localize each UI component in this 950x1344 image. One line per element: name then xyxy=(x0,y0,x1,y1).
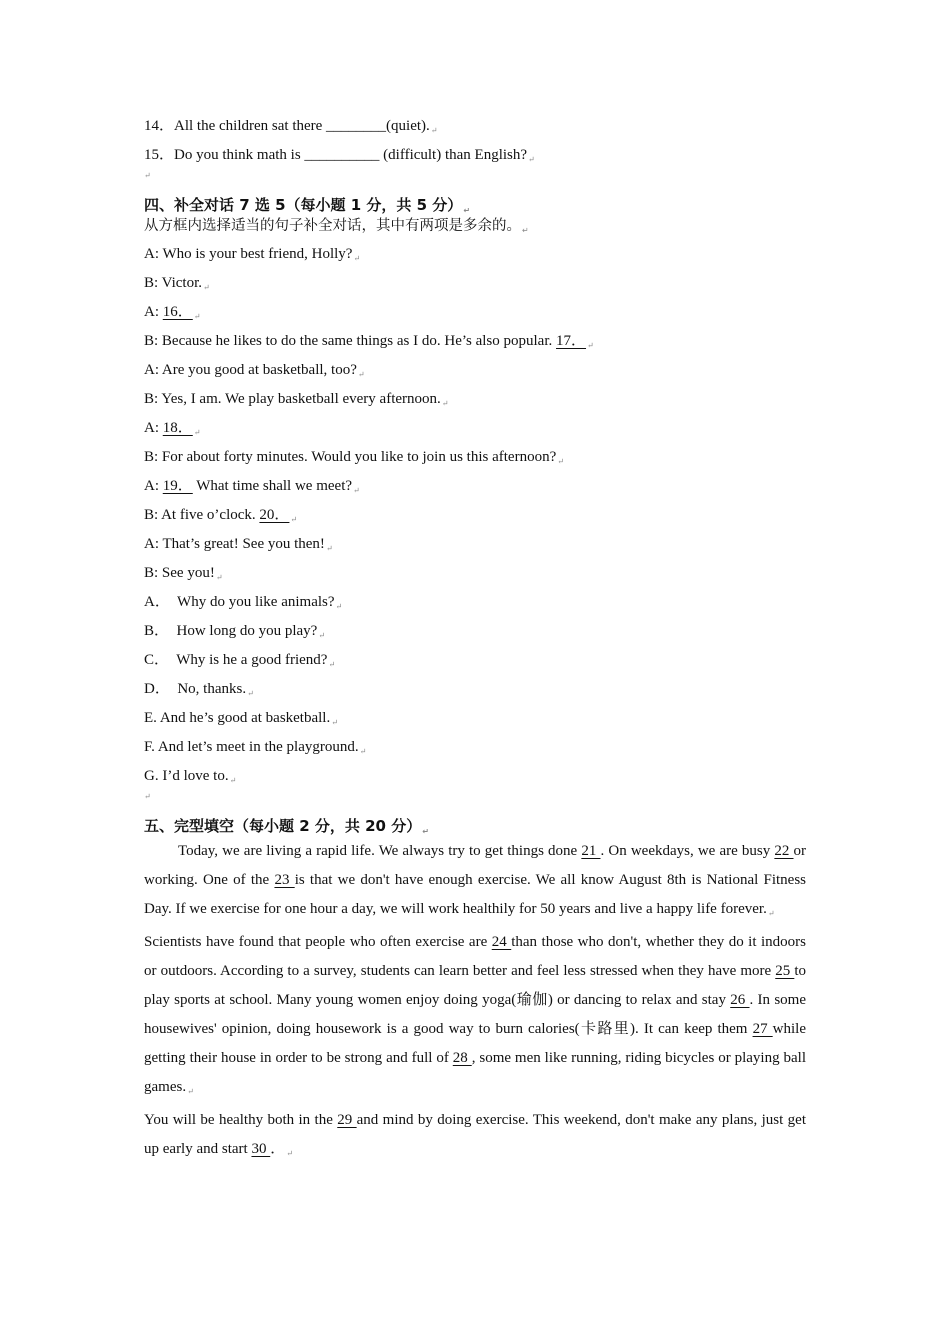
paragraph-mark-icon: ↵ xyxy=(229,776,237,785)
paragraph-mark-icon: ↵ xyxy=(522,226,529,235)
paragraph-mark-icon: ↵ xyxy=(286,1149,293,1158)
question-text: Do you think math is __________ (difficult) than English? xyxy=(174,147,528,163)
paragraph-mark-icon: ↵ xyxy=(587,341,594,350)
cloze-blank-26: 26 xyxy=(730,992,750,1008)
option-d: D． No, $thanks._↵$ xyxy=(144,681,254,698)
cloze-blank-24: 24 xyxy=(491,934,512,950)
cloze-blank-22: 22 xyxy=(774,843,794,859)
paragraph-mark-icon: ↵ xyxy=(557,457,564,466)
option-a: A． Why do you like $animals?_↵$ xyxy=(144,594,343,611)
paragraph-mark-icon: ↵ xyxy=(325,544,333,553)
paragraph-mark-icon: ↵ xyxy=(193,428,201,437)
paragraph-mark-icon: ↵ xyxy=(335,602,343,611)
dialogue-line: A: 16．$_↵$ xyxy=(144,304,201,321)
question-number: 14． xyxy=(144,118,175,134)
answer-blank-19: 19． xyxy=(162,478,193,494)
cloze-blank-30: 30 xyxy=(251,1141,271,1157)
dialogue-line: B: $Victor._↵$ xyxy=(144,275,210,292)
paragraph-mark-icon: ↵ xyxy=(290,515,298,524)
paragraph-mark-icon: ↵ xyxy=(422,827,429,836)
paragraph-mark-icon: ↵ xyxy=(357,370,365,379)
option-b: B． How long do you $play?_↵$ xyxy=(144,623,326,640)
paragraph-mark-icon: ↵ xyxy=(144,792,151,801)
paragraph-mark-icon: ↵ xyxy=(353,486,360,495)
question-15 xyxy=(144,141,806,170)
dialogue-line: A: 19． What time shall we $meet?_↵$ xyxy=(144,478,360,495)
paragraph-mark-icon: ↵ xyxy=(528,155,535,164)
cloze-blank-27: 27 xyxy=(752,1021,773,1037)
question-14 xyxy=(144,112,806,141)
paragraph-mark-icon: ↵ xyxy=(203,283,210,292)
cloze-blank-29: 29 xyxy=(337,1112,357,1128)
cloze-blank-28: 28 xyxy=(452,1050,472,1066)
option-c: C． Why is he a good $friend?_↵$ xyxy=(144,652,336,669)
paragraph-mark-icon: ↵ xyxy=(144,171,151,180)
paragraph-mark-icon: ↵ xyxy=(193,312,201,321)
answer-blank-20: 20． xyxy=(259,507,290,523)
dialogue-line: B: See $you!_↵$ xyxy=(144,565,223,582)
dialogue-line: A: Are you good at basketball, $too?_↵$ xyxy=(144,362,365,379)
dialogue-line: B: Because he likes to do the same things as I do. He’s also popular. 17．$_↵$ xyxy=(144,333,594,350)
cloze-blank-23: 23 xyxy=(274,872,295,888)
cloze-blank-21: 21 xyxy=(581,843,601,859)
paragraph-mark-icon: ↵ xyxy=(767,909,775,918)
paragraph-mark-icon: ↵ xyxy=(430,126,438,135)
paragraph-mark-icon: ↵ xyxy=(353,254,361,263)
answer-blank-18: 18． xyxy=(162,420,193,436)
paragraph-mark-icon: ↵ xyxy=(247,689,254,698)
paragraph-mark-icon: ↵ xyxy=(187,1087,194,1096)
paragraph-mark-icon: ↵ xyxy=(331,718,338,727)
section-4-heading: 四、补全对话 7 选 5（每小题 1 分，共 5 分）$_↵$ xyxy=(144,196,471,215)
document-page xyxy=(144,112,806,1168)
section-4-instruction: 从方框内选择适当的句子补全对话，其中有两项是多余的。$_↵$ xyxy=(144,218,529,235)
dialogue-line: A: That’s great! See you $then!_↵$ xyxy=(144,536,333,553)
paragraph-mark-icon: ↵ xyxy=(359,747,367,756)
section-5-heading: 五、完型填空（每小题 2 分，共 20 分）$_↵$ xyxy=(144,817,429,836)
answer-blank-17: 17． xyxy=(556,333,587,349)
dialogue-line: B: At five o’clock. 20．$_↵$ xyxy=(144,507,298,524)
paragraph-mark-icon: ↵ xyxy=(328,660,336,669)
dialogue-line: A: 18．$_↵$ xyxy=(144,420,201,437)
cloze-paragraph-2: Scientists have found that people who often exercise are 24 than those who don't, whether they do it indoors or outdoors. According to a survey, students can learn better and feel less stressed when they have more 25 to play sports at school. Many young women enjoy doing yoga(瑜伽) or dancing to relax and stay 26 . In some housewives' opinion, doing housework is a good way to burn calories(卡路里). It can keep them 27 while getting their house in order to be strong and full of 28 , some men like running, riding bicycles or playing ball $games._↵$ xyxy=(144,934,806,1096)
dialogue-line: A: Who is your best friend, $Holly?_↵$ xyxy=(144,246,361,263)
option-g: G. I’d love $to._↵$ xyxy=(144,768,237,785)
paragraph-mark-icon: ↵ xyxy=(441,399,449,408)
question-number: 15． xyxy=(144,147,175,163)
cloze-blank-25: 25 xyxy=(775,963,795,979)
paragraph-mark-icon: ↵ xyxy=(463,206,471,215)
option-f: F. And let’s meet in the $playground._↵$ xyxy=(144,739,367,756)
question-text: All the children sat there ________(quiet). xyxy=(174,118,430,134)
cloze-paragraph-1: Today, we are living a rapid life. We always try to get things done 21 . On weekdays, we are busy 22 or working. One of the 23 is that we don't have enough exercise. We all know August 8th is National Fitness Day. If we exercise for one hour a day, we will work healthily for 50 years and live a happy life $forever._↵$ xyxy=(144,843,807,918)
dialogue-line: B: For about forty minutes. Would you like to join us this $afternoon?_↵$ xyxy=(144,449,564,466)
paragraph-mark-icon: ↵ xyxy=(318,631,326,640)
option-e: E. And he’s good at $basketball._↵$ xyxy=(144,710,338,727)
dialogue-line: B: Yes, I am. We play basketball every $afternoon._↵$ xyxy=(144,391,449,408)
paragraph-mark-icon: ↵ xyxy=(215,573,223,582)
cloze-paragraph-3: You will be healthy both in the 29 and mind by doing exercise. This weekend, don't make any plans, just get up early and start 30 ．$_↵$ xyxy=(144,1112,807,1158)
answer-blank-16: 16． xyxy=(162,304,193,320)
